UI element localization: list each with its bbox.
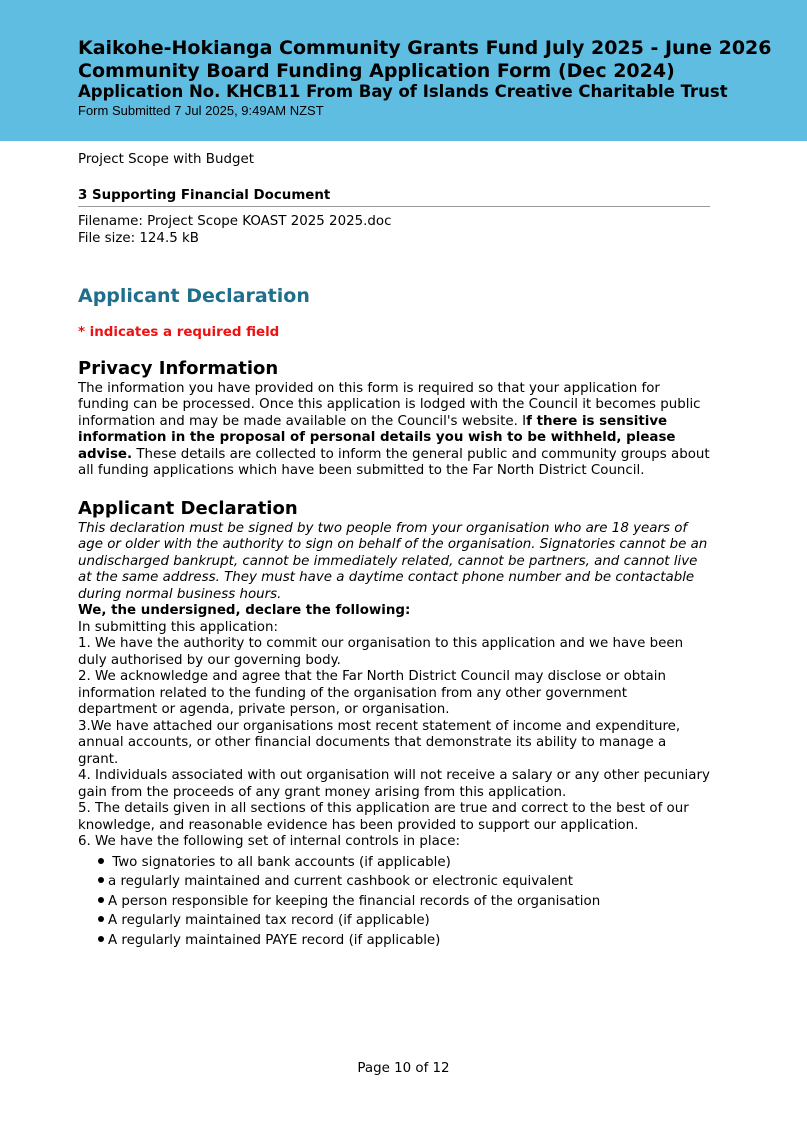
list-item-text: a regularly maintained and current cashbook or electronic equivalent <box>108 874 574 890</box>
privacy-text <box>78 381 710 480</box>
list-item-text: A regularly maintained PAYE record (if applicable) <box>108 932 441 948</box>
page-number: Page 10 of 12 <box>357 1061 450 1076</box>
in-submitting-line: In submitting this application: <box>78 619 278 635</box>
list-item <box>98 911 710 931</box>
list-item-text: A person responsible for keeping the financial records of the organisation <box>108 893 601 909</box>
list-item <box>98 931 710 951</box>
form-title-line-2: Community Board Funding Application Form (Dec 2024) <box>78 60 675 82</box>
application-number: Application No. KHCB11 From Bay of Islands Creative Charitable Trust <box>78 82 728 101</box>
privacy-text-bold: f there is sensitive information in the proposal of personal details you wish to be withheld, please advise. <box>78 413 676 462</box>
privacy-text-part-2: These details are collected to inform the general public and community groups about all funding applications which have been submitted to the Far North District Council. <box>78 446 710 478</box>
header-banner <box>0 0 807 141</box>
bullet-icon <box>98 858 104 864</box>
bullet-icon <box>98 877 104 883</box>
list-item-text: Two signatories to all bank accounts (if applicable) <box>108 854 451 870</box>
section-title: Applicant Declaration <box>78 285 310 307</box>
file-info <box>78 214 710 247</box>
declaration-item: 3.We have attached our organisations most recent statement of income and expenditure, annual accounts, or other financial documents that demonstrate its ability to manage a grant. <box>78 718 681 767</box>
undersigned-line: We, the undersigned, declare the following: <box>78 603 411 618</box>
bullet-icon <box>98 916 104 922</box>
declaration-item: 4. Individuals associated with out organisation will not receive a salary or any other pecuniary gain from the proceeds of any grant money arising from this application. <box>78 768 710 800</box>
submission-timestamp: Form Submitted 7 Jul 2025, 9:49AM NZST <box>78 103 324 118</box>
supporting-doc-heading: 3 Supporting Financial Document <box>78 188 710 208</box>
declaration-intro: This declaration must be signed by two people from your organisation who are 18 years of age or older with the authority to sign on behalf of the organisation. Signatories cannot be an undischarged bankrupt, cannot be immediately related, cannot be partners, and cannot live at the same address. They must have a daytime contact phone number and be contactable during normal business hours. <box>78 520 708 602</box>
bullet-icon <box>98 897 104 903</box>
required-field-note: * indicates a required field <box>78 325 280 340</box>
declaration-item: 1. We have the authority to commit our organisation to this application and we have been duly authorised by our governing body. <box>78 636 684 668</box>
internal-controls-list <box>78 853 710 951</box>
page-content <box>78 152 710 950</box>
privacy-text-part-1: The information you have provided on this form is required so that your application for funding can be processed. Once this application is lodged with the Council it becomes public information and may be made available on the Council's website. I <box>78 380 701 429</box>
file-size: File size: 124.5 kB <box>78 230 199 246</box>
privacy-heading: Privacy Information <box>78 357 279 379</box>
declaration-item: 2. We acknowledge and agree that the Far North District Council may disclose or obtain information related to the funding of the organisation from any other government department or agenda, private person, or organisation. <box>78 669 666 717</box>
declaration-item: 6. We have the following set of internal controls in place: <box>78 834 460 849</box>
list-item-text: A regularly maintained tax record (if applicable) <box>108 913 430 929</box>
form-title-line-1: Kaikohe-Hokianga Community Grants Fund July 2025 - June 2026 <box>78 37 772 59</box>
list-item <box>98 853 710 873</box>
declaration-item: 5. The details given in all sections of this application are true and correct to the best of our knowledge, and reasonable evidence has been provided to support our application. <box>78 801 689 833</box>
scope-text: Project Scope with Budget <box>78 152 254 167</box>
declaration-heading: Applicant Declaration <box>78 497 298 519</box>
list-item <box>98 872 710 892</box>
list-item <box>98 892 710 912</box>
bullet-icon <box>98 936 104 942</box>
file-name: Filename: Project Scope KOAST 2025 2025.doc <box>78 214 392 229</box>
